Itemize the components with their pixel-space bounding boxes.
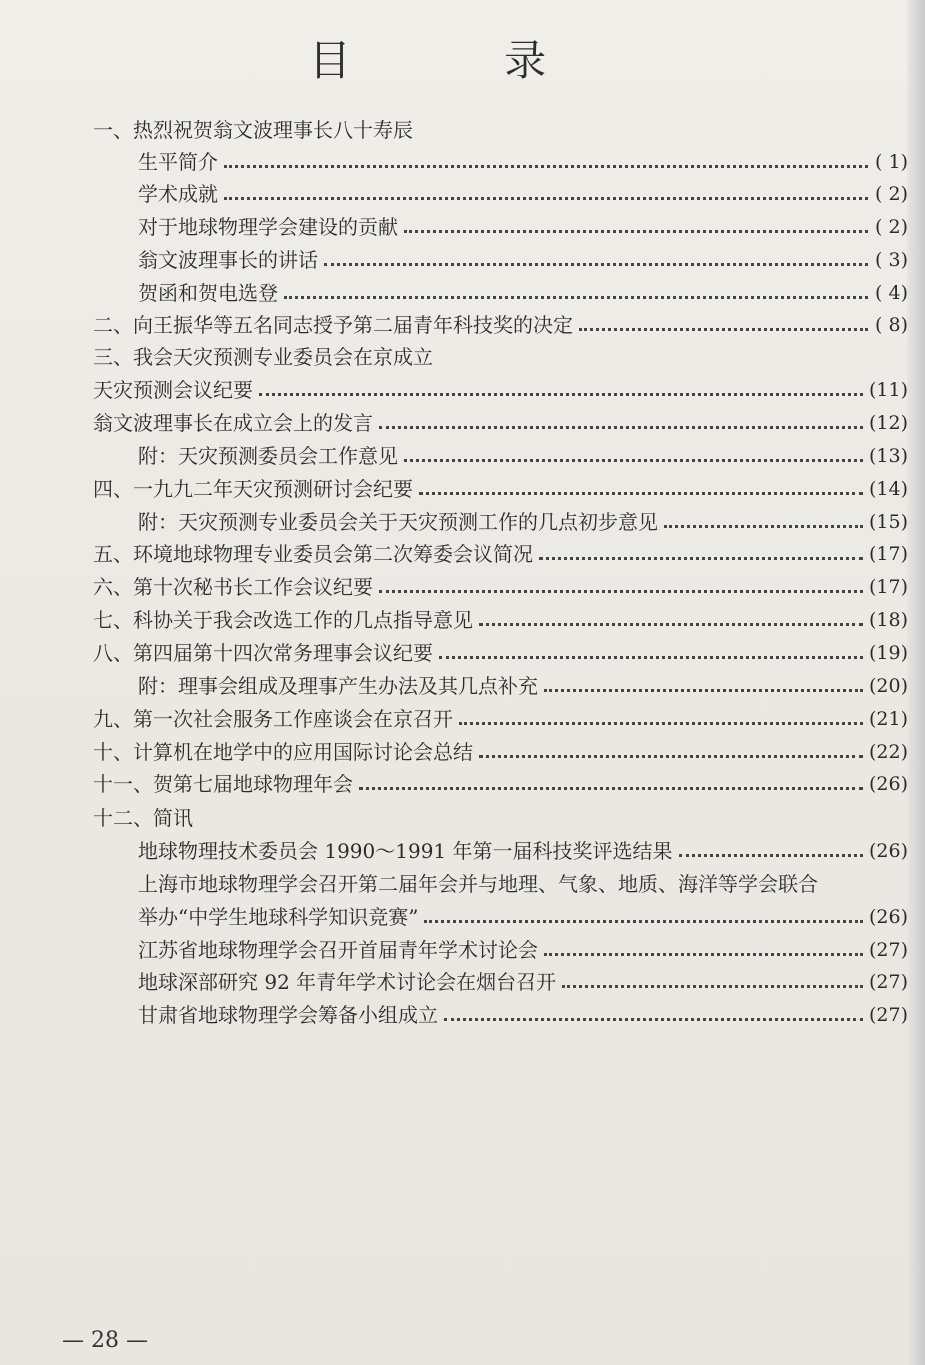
- toc-page-number: (22): [868, 741, 908, 763]
- toc-page-number: ( 2): [875, 183, 908, 205]
- dot-leader: [479, 623, 863, 626]
- dot-leader: [664, 525, 863, 528]
- toc-page-number: (17): [868, 576, 908, 598]
- dot-leader: [224, 197, 868, 200]
- dot-leader: [284, 296, 868, 299]
- toc-entry-text: 十、计算机在地学中的应用国际讨论会总结: [93, 740, 473, 764]
- dot-leader: [324, 263, 868, 266]
- toc-page-number: (15): [868, 511, 908, 533]
- dot-leader: [359, 787, 863, 790]
- dot-leader: [224, 165, 868, 168]
- toc-page-number: ( 8): [875, 314, 908, 336]
- dot-leader: [419, 492, 863, 495]
- toc-entry-section: [93, 769, 908, 799]
- page-number-footer: — 28 —: [62, 1328, 148, 1353]
- toc-entry-text: 上海市地球物理学会召开第二届年会并与地理、气象、地质、海洋等学会联合: [138, 872, 818, 896]
- toc-page-number: (18): [868, 609, 908, 631]
- toc-entry: [138, 441, 908, 471]
- toc-page-number: ( 3): [875, 249, 908, 271]
- dot-leader: [259, 393, 863, 396]
- dot-leader: [404, 230, 868, 233]
- toc-entry-section: [93, 572, 908, 602]
- toc-entry-section: [93, 638, 908, 668]
- toc-page-number: (27): [868, 971, 908, 993]
- toc-entry-text: 翁文波理事长在成立会上的发言: [93, 411, 373, 435]
- toc-entry: [138, 671, 908, 701]
- toc-page-number: (27): [868, 1004, 908, 1026]
- toc-entry: [138, 278, 908, 308]
- dot-leader: [459, 722, 863, 725]
- toc-entry: [138, 902, 908, 932]
- dot-leader: [404, 459, 863, 462]
- toc-page-number: (20): [868, 675, 908, 697]
- toc-entry-section: [93, 803, 193, 833]
- dot-leader: [544, 689, 863, 692]
- toc-entry-text: 翁文波理事长的讲话: [138, 248, 318, 272]
- toc-page-number: (13): [868, 445, 908, 467]
- toc-entry-text: 地球深部研究 92 年青年学术讨论会在烟台召开: [138, 970, 557, 994]
- toc-entry-text: 二、向王振华等五名同志授予第二届青年科技奖的决定: [93, 313, 573, 337]
- toc-entry-text: 江苏省地球物理学会召开首届青年学术讨论会: [138, 938, 538, 962]
- dot-leader: [539, 557, 863, 560]
- toc-entry-section: [93, 704, 908, 734]
- toc-page-number: (14): [868, 478, 908, 500]
- toc-entry-text: 地球物理技术委员会 1990～1991 年第一届科技奖评选结果: [138, 839, 673, 863]
- toc-page-number: (26): [868, 906, 908, 928]
- toc-page-number: (26): [868, 840, 908, 862]
- dot-leader: [544, 953, 863, 956]
- toc-entry-section: [93, 474, 908, 504]
- toc-page-number: ( 4): [875, 282, 908, 304]
- toc-entry-text: 八、第四届第十四次常务理事会议纪要: [93, 641, 433, 665]
- toc-entry: [138, 179, 908, 209]
- toc-entry-text: 天灾预测会议纪要: [93, 378, 253, 402]
- toc-entry-text: 附：天灾预测专业委员会关于天灾预测工作的几点初步意见: [138, 510, 658, 534]
- dot-leader: [444, 1018, 863, 1021]
- toc-entry-text: 十一、贺第七届地球物理年会: [93, 772, 353, 796]
- toc-entry: [138, 147, 908, 177]
- toc-entry-text: 贺函和贺电选登: [138, 281, 278, 305]
- dot-leader: [379, 590, 863, 593]
- toc-entry-text: 六、第十次秘书长工作会议纪要: [93, 575, 373, 599]
- toc-entry-text: 学术成就: [138, 182, 218, 206]
- toc-entry-section: [93, 115, 413, 145]
- toc-entry-text: 举办“中学生地球科学知识竞赛”: [138, 905, 419, 929]
- page-title: 目 录: [308, 36, 617, 85]
- toc-entry-text: 对于地球物理学会建设的贡献: [138, 215, 398, 239]
- toc-page-number: (12): [868, 412, 908, 434]
- dot-leader: [679, 854, 863, 857]
- toc-page-number: (19): [868, 642, 908, 664]
- toc-entry-text: 四、一九九二年天灾预测研讨会纪要: [93, 477, 413, 501]
- toc-entry-text: 十二、简讯: [93, 806, 193, 830]
- toc-entry-text: 五、环境地球物理专业委员会第二次筹委会议简况: [93, 542, 533, 566]
- toc-entry: [138, 836, 908, 866]
- toc-page-number: (17): [868, 543, 908, 565]
- toc-entry-text: 三、我会天灾预测专业委员会在京成立: [93, 345, 433, 369]
- dot-leader: [439, 656, 863, 659]
- toc-entry-section: [93, 539, 908, 569]
- toc-entry-section: [93, 605, 908, 635]
- toc-page-number: ( 2): [875, 216, 908, 238]
- toc-entry-text: 生平简介: [138, 150, 218, 174]
- toc-entry: [138, 869, 818, 899]
- toc-page-number: (21): [868, 708, 908, 730]
- toc-page-number: (26): [868, 773, 908, 795]
- toc-entry-text: 九、第一次社会服务工作座谈会在京召开: [93, 707, 453, 731]
- dot-leader: [479, 755, 863, 758]
- toc-entry-text: 一、热烈祝贺翁文波理事长八十寿辰: [93, 118, 413, 142]
- toc-page-number: (11): [868, 379, 908, 401]
- toc-page-number: (27): [868, 939, 908, 961]
- toc-entry-text: 附：理事会组成及理事产生办法及其几点补充: [138, 674, 538, 698]
- toc-entry-text: 七、科协关于我会改选工作的几点指导意见: [93, 608, 473, 632]
- toc-entry: [138, 507, 908, 537]
- toc-entry: [138, 212, 908, 242]
- toc-entry-text: 甘肃省地球物理学会筹备小组成立: [138, 1003, 438, 1027]
- dot-leader: [379, 426, 863, 429]
- toc-entry: [93, 408, 908, 438]
- toc-entry: [138, 967, 908, 997]
- toc-entry: [93, 375, 908, 405]
- toc-entry: [138, 935, 908, 965]
- toc-page-number: ( 1): [875, 151, 908, 173]
- dot-leader: [424, 920, 863, 923]
- dot-leader: [579, 328, 868, 331]
- toc-entry-section: [93, 342, 433, 372]
- toc-entry: [138, 1000, 908, 1030]
- toc-entry-section: [93, 310, 908, 340]
- dot-leader: [562, 985, 863, 988]
- toc-entry-text: 附：天灾预测委员会工作意见: [138, 444, 398, 468]
- toc-entry-section: [93, 737, 908, 767]
- toc-entry: [138, 245, 908, 275]
